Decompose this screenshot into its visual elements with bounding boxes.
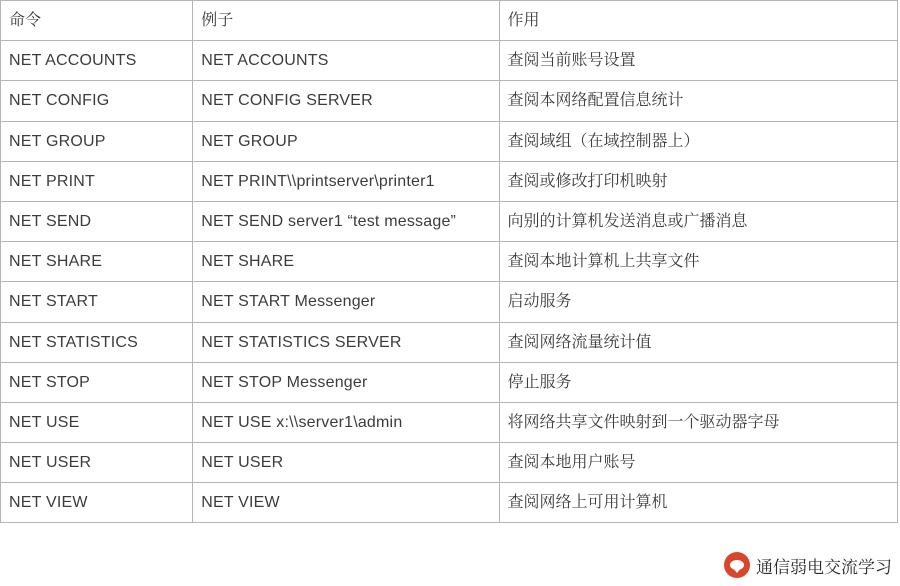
table-row [1, 483, 898, 523]
cell-example: NET ACCOUNTS [193, 41, 499, 81]
cell-example: NET SEND server1 “test message” [193, 201, 499, 241]
table-row [1, 322, 898, 362]
cell-command: NET SEND [1, 201, 193, 241]
cell-command: NET PRINT [1, 161, 193, 201]
cell-example: NET VIEW [193, 483, 499, 523]
cell-usage: 停止服务 [499, 362, 897, 402]
cell-command: NET USER [1, 443, 193, 483]
table-row [1, 402, 898, 442]
cell-usage: 查阅当前账号设置 [499, 41, 897, 81]
cell-command: NET STATISTICS [1, 322, 193, 362]
cell-example: NET USE x:\\server1\admin [193, 402, 499, 442]
column-header-command: 命令 [1, 1, 193, 41]
cell-example: NET STOP Messenger [193, 362, 499, 402]
cell-example: NET START Messenger [193, 282, 499, 322]
cell-usage: 向别的计算机发送消息或广播消息 [499, 201, 897, 241]
cell-command: NET SHARE [1, 242, 193, 282]
cell-command: NET CONFIG [1, 81, 193, 121]
cell-command: NET STOP [1, 362, 193, 402]
cell-usage: 查阅本地计算机上共享文件 [499, 242, 897, 282]
table-row [1, 242, 898, 282]
cell-usage: 查阅域组（在域控制器上） [499, 121, 897, 161]
table-row [1, 41, 898, 81]
cell-example: NET CONFIG SERVER [193, 81, 499, 121]
table-row [1, 161, 898, 201]
cell-usage: 查阅本网络配置信息统计 [499, 81, 897, 121]
watermark-label: 通信弱电交流学习 [756, 557, 892, 577]
table-row [1, 121, 898, 161]
cell-command: NET START [1, 282, 193, 322]
cell-command: NET GROUP [1, 121, 193, 161]
cell-example: NET SHARE [193, 242, 499, 282]
cell-example: NET GROUP [193, 121, 499, 161]
cell-usage: 启动服务 [499, 282, 897, 322]
cell-command: NET ACCOUNTS [1, 41, 193, 81]
table-row [1, 201, 898, 241]
cell-usage: 查阅本地用户账号 [499, 443, 897, 483]
wechat-official-account-icon [724, 552, 750, 578]
cell-command: NET VIEW [1, 483, 193, 523]
cell-example: NET STATISTICS SERVER [193, 322, 499, 362]
column-header-example: 例子 [193, 1, 499, 41]
table-row [1, 282, 898, 322]
cell-usage: 查阅网络流量统计值 [499, 322, 897, 362]
table-row [1, 81, 898, 121]
cell-usage: 将网络共享文件映射到一个驱动器字母 [499, 402, 897, 442]
table-row [1, 362, 898, 402]
column-header-usage: 作用 [499, 1, 897, 41]
cell-example: NET USER [193, 443, 499, 483]
cell-usage: 查阅网络上可用计算机 [499, 483, 897, 523]
cell-command: NET USE [1, 402, 193, 442]
table-row [1, 443, 898, 483]
cell-example: NET PRINT\\printserver\printer1 [193, 161, 499, 201]
cell-usage: 查阅或修改打印机映射 [499, 161, 897, 201]
watermark [724, 552, 892, 578]
table-header-row [1, 1, 898, 41]
